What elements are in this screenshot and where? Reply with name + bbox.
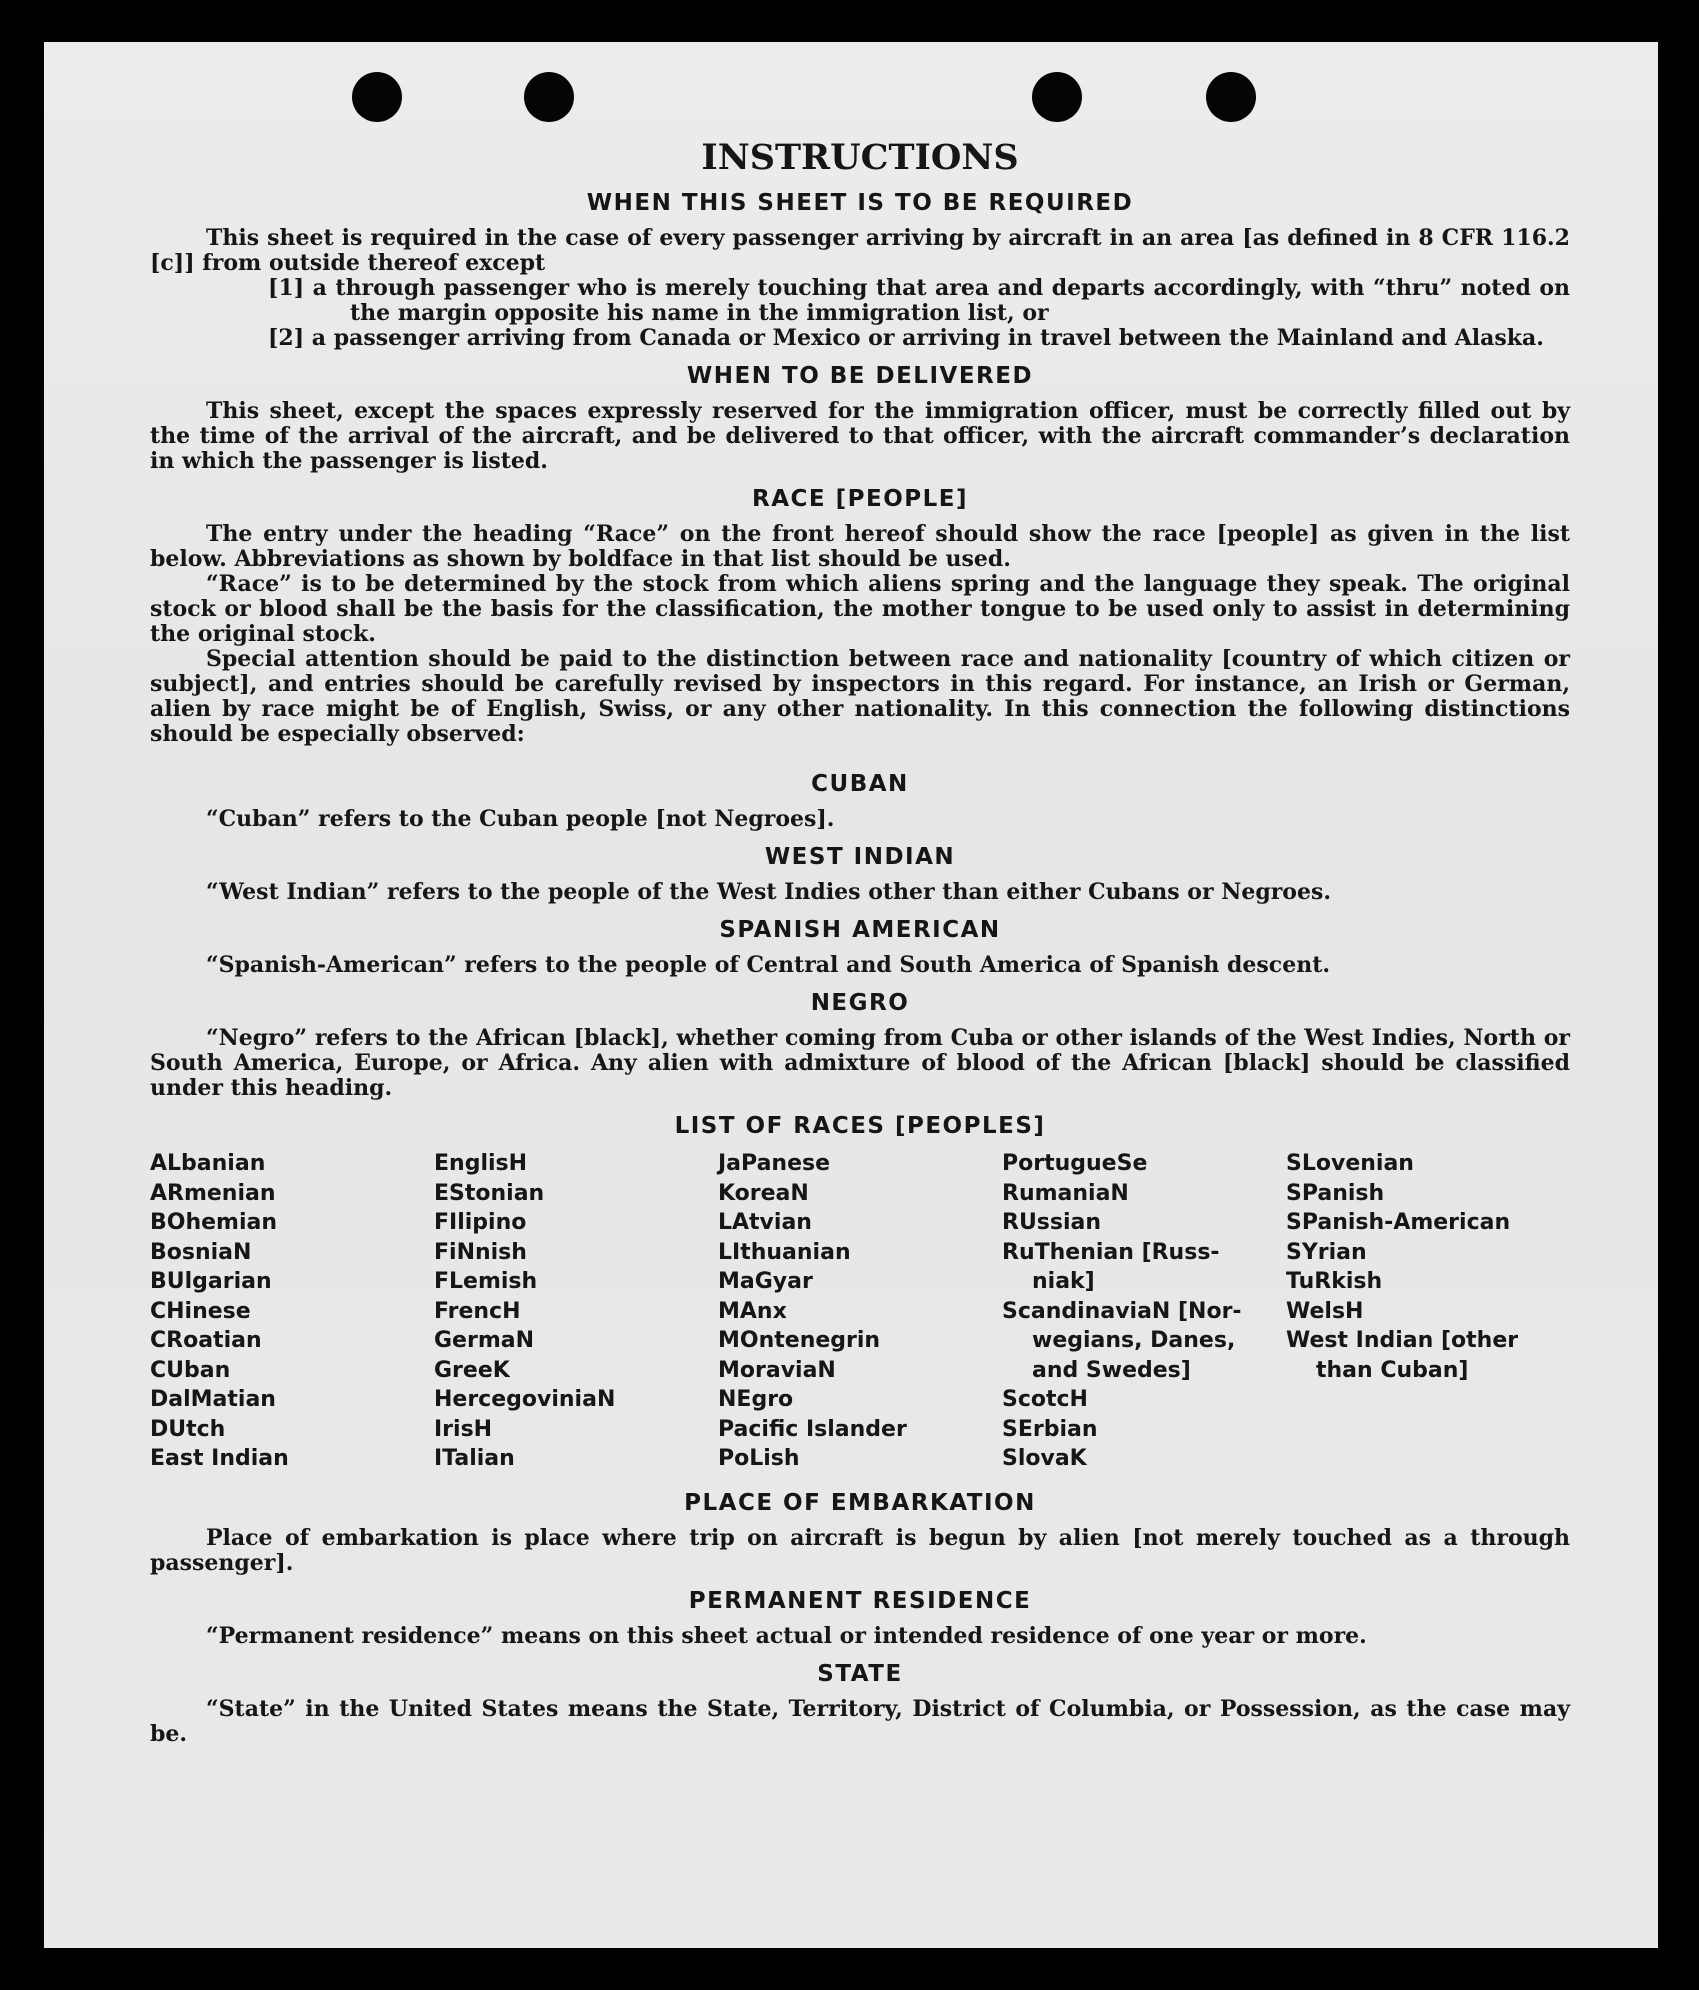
- race-entry: EStonian: [434, 1180, 545, 1206]
- race-entry: RuThenian [Russ-: [1002, 1239, 1220, 1265]
- race-entry: BosniaN: [150, 1239, 252, 1265]
- race-entry: SErbian: [1002, 1416, 1098, 1442]
- section-heading-required: WHEN THIS SHEET IS TO BE REQUIRED: [586, 190, 1134, 216]
- section-heading-embarkation: PLACE OF EMBARKATION: [684, 1489, 1036, 1516]
- race-entry: NEgro: [718, 1387, 794, 1412]
- race-paragraph-1: The entry under the heading “Race” on the front hereof should show the race [people] as given in the list below. Abbreviations as shown by boldface in that list should be used.: [150, 521, 1570, 572]
- section-heading-negro: NEGRO: [810, 990, 910, 1016]
- cuban-text: “Cuban” refers to the Cuban people [not Negroes].: [206, 806, 835, 832]
- race-column: [150, 1149, 434, 1474]
- race-entry: West Indian [other: [1286, 1328, 1519, 1353]
- negro-text: “Negro” refers to the African [black], whether coming from Cuba or other islands of the West Indies, North or South America, Europe, or Africa. Any alien with admixture of blood of the African [black] should be classified under this heading.: [150, 1025, 1570, 1101]
- punch-hole: [1206, 72, 1256, 122]
- race-entry: MaGyar: [718, 1269, 813, 1294]
- instructions-content: [150, 137, 1570, 1747]
- race-entry: TuRkish: [1286, 1269, 1383, 1294]
- race-entry: MOntenegrin: [718, 1328, 881, 1353]
- race-entry: CRoatian: [150, 1328, 262, 1353]
- race-column: [1002, 1149, 1286, 1474]
- race-entry: FIlipino: [434, 1210, 527, 1235]
- section-heading-west-indian: WEST INDIAN: [764, 844, 956, 870]
- punch-hole: [524, 72, 574, 122]
- section-heading-cuban: CUBAN: [811, 771, 909, 797]
- required-intro: This sheet is required in the case of every passenger arriving by aircraft in an area [as defined in 8 CFR 116.2 [c]] from outside thereof except: [150, 225, 1570, 276]
- race-entry: BOhemian: [150, 1210, 278, 1235]
- race-entry: niak]: [1032, 1269, 1095, 1294]
- race-entry: CHinese: [150, 1298, 251, 1324]
- page-title: INSTRUCTIONS: [701, 137, 1019, 178]
- residence-text: “Permanent residence” means on this sheet actual or intended residence of one year or more.: [206, 1622, 1367, 1649]
- section-heading-race: RACE [PEOPLE]: [752, 486, 968, 512]
- required-exception-2: [2] a passenger arriving from Canada or Mexico or arriving in travel between the Mainland and Alaska.: [268, 325, 1544, 351]
- required-exception-1: [1] a through passenger who is merely touching that area and departs accordingly, with “thru” noted on the margin opposite his name in the immigration list, or: [268, 275, 1570, 326]
- race-entry: IrisH: [434, 1416, 493, 1442]
- race-entry: than Cuban]: [1316, 1357, 1469, 1383]
- race-entry: PoLish: [718, 1446, 800, 1471]
- race-entry: ITalian: [434, 1446, 515, 1471]
- race-entry: KoreaN: [718, 1180, 809, 1206]
- race-column: [434, 1149, 718, 1474]
- section-heading-spanish-american: SPANISH AMERICAN: [719, 917, 1001, 943]
- west-indian-text: “West Indian” refers to the people of the West Indies other than either Cubans or Negroes.: [206, 879, 1332, 905]
- race-entry: ScandinaviaN [Nor-: [1002, 1298, 1242, 1324]
- race-entry: SYrian: [1286, 1239, 1367, 1265]
- race-entry: SPanish: [1286, 1180, 1385, 1206]
- race-entry: ARmenian: [150, 1180, 276, 1206]
- race-column: [718, 1149, 1002, 1474]
- punch-hole: [1032, 72, 1082, 122]
- document-sheet: [44, 42, 1658, 1948]
- race-entry: RUssian: [1002, 1210, 1102, 1235]
- race-list: [150, 1149, 1570, 1474]
- race-entry: Pacific Islander: [718, 1416, 907, 1442]
- embarkation-text: Place of embarkation is place where trip on aircraft is begun by alien [not merely touched as a through passenger].: [150, 1524, 1570, 1576]
- section-heading-delivered: WHEN TO BE DELIVERED: [686, 363, 1034, 389]
- race-entry: ScotcH: [1002, 1387, 1088, 1412]
- section-heading-state: STATE: [817, 1660, 903, 1687]
- race-entry: RumaniaN: [1002, 1180, 1129, 1206]
- race-entry: LAtvian: [718, 1210, 812, 1235]
- race-entry: ALbanian: [150, 1151, 266, 1176]
- race-entry: SlovaK: [1002, 1446, 1087, 1471]
- race-entry: LIthuanian: [718, 1239, 851, 1265]
- race-entry: HercegoviniaN: [434, 1387, 616, 1412]
- race-entry: MAnx: [718, 1298, 787, 1324]
- race-entry: wegians, Danes,: [1032, 1328, 1236, 1353]
- race-entry: SLovenian: [1286, 1151, 1414, 1176]
- race-entry: East Indian: [150, 1446, 289, 1471]
- section-heading-list-of-races: LIST OF RACES [PEOPLES]: [674, 1113, 1046, 1139]
- race-entry: BUlgarian: [150, 1269, 272, 1294]
- race-paragraph-2: “Race” is to be determined by the stock from which aliens spring and the language they speak. The original stock or blood shall be the basis for the classification, the mother tongue to be used only to assist in determining the original stock.: [150, 571, 1570, 647]
- race-entry: WelsH: [1286, 1298, 1364, 1324]
- race-paragraph-3: Special attention should be paid to the distinction between race and nationality [country of which citizen or subject], and entries should be carefully revised by inspectors in this regard. For instance, an Irish or German, alien by race might be of English, Swiss, or any other nationality. In this connection the following distinctions should be especially observed:: [150, 646, 1570, 747]
- race-column: [1286, 1149, 1570, 1474]
- race-entry: DalMatian: [150, 1387, 276, 1412]
- punch-hole: [352, 72, 402, 122]
- race-entry: FrencH: [434, 1298, 521, 1324]
- race-entry: JaPanese: [718, 1151, 831, 1176]
- race-entry: SPanish-American: [1286, 1210, 1511, 1235]
- race-entry: EnglisH: [434, 1151, 528, 1176]
- race-entry: FiNnish: [434, 1239, 527, 1265]
- delivered-text: This sheet, except the spaces expressly reserved for the immigration officer, must be correctly filled out by the time of the arrival of the aircraft, and be delivered to that officer, with the aircraft commander’s declaration in which the passenger is listed.: [150, 398, 1570, 474]
- race-entry: PortugueSe: [1002, 1151, 1148, 1176]
- spanish-american-text: “Spanish-American” refers to the people of Central and South America of Spanish descent.: [206, 952, 1331, 978]
- race-entry: MoraviaN: [718, 1357, 836, 1383]
- section-heading-residence: PERMANENT RESIDENCE: [688, 1587, 1032, 1614]
- race-entry: GermaN: [434, 1328, 535, 1353]
- state-text: “State” in the United States means the State, Territory, District of Columbia, or Possession, as the case may be.: [150, 1695, 1570, 1747]
- race-entry: CUban: [150, 1357, 231, 1383]
- race-entry: FLemish: [434, 1269, 538, 1294]
- race-entry: GreeK: [434, 1357, 510, 1383]
- race-entry: and Swedes]: [1032, 1357, 1191, 1383]
- race-entry: DUtch: [150, 1416, 226, 1442]
